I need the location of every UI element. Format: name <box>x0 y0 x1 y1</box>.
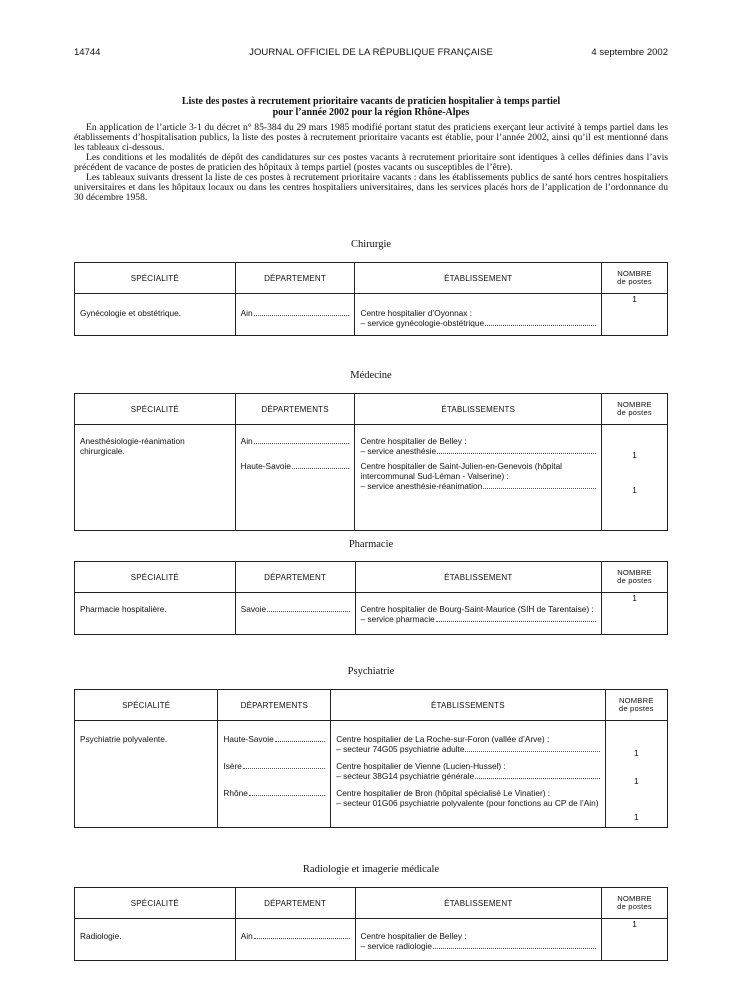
departement-cell: Ain Haute-Savoie <box>235 425 355 531</box>
intro-paragraph-1: En application de l’article 3-1 du décret n° 85-384 du 29 mars 1985 modifié portant statut des praticiens exerçant leur activité à temps partiel dans les établissements d’hospitalisation publics, la liste des postes à recrutement prioritaire vacants est établie, pour l’année 2002, ainsi qu’il est mentionné dans les tableaux ci-dessous. <box>74 122 668 153</box>
etablissement-cell: Centre hospitalier d’Oyonnax : – service gynécologie-obstétrique <box>355 294 602 336</box>
col-header-departement: DÉPARTEMENT <box>235 888 355 919</box>
table-chirurgie <box>74 262 668 336</box>
title-line-1: Liste des postes à recrutement prioritaire vacants de praticien hospitalier à temps partiel <box>181 96 561 107</box>
col-header-nombre: NOMBRE de postes <box>602 394 668 425</box>
col-header-etablissement: ÉTABLISSEMENT <box>355 263 602 294</box>
table-header-row <box>75 263 668 294</box>
col-header-specialite: SPÉCIALITÉ <box>75 562 236 593</box>
section-title-medecine: Médecine <box>350 370 392 381</box>
section-title-radiologie: Radiologie et imagerie médicale <box>302 864 440 875</box>
page-header <box>74 47 668 61</box>
etablissement-cell: Centre hospitalier de Bourg-Saint-Maurice (SIH de Tarentaise) : – service pharmacie <box>355 593 602 635</box>
table-row <box>75 294 668 336</box>
col-header-departement: DÉPARTEMENTS <box>235 394 355 425</box>
table-row <box>75 721 668 828</box>
table-row <box>75 425 668 531</box>
col-header-specialite: SPÉCIALITÉ <box>75 690 218 721</box>
table-row <box>75 593 668 635</box>
col-header-nombre: NOMBRE de postes <box>602 888 668 919</box>
specialite-cell: Anesthésiologie-réanimation chirurgicale. <box>75 425 236 531</box>
page-number: 14744 <box>74 47 101 58</box>
col-header-departement: DÉPARTEMENT <box>235 562 355 593</box>
etablissement-cell: Centre hospitalier de La Roche-sur-Foron (vallée d’Arve) : – secteur 74G05 psychiatrie adulte Centre hospitalier de Vienne (Lucien-Hussel) : – secteur 38G14 psychiatrie générale Centre hospitalier de Bron (hôpital spécialisé Le Vinatier) : – secteur 01G06 psychiatrie polyvalente (pour fonctions au CP de l’Ain) <box>331 721 605 828</box>
col-header-etablissement: ÉTABLISSEMENTS <box>331 690 605 721</box>
departement-cell: Haute-Savoie Isère Rhône <box>218 721 331 828</box>
section-title-chirurgie: Chirurgie <box>350 239 392 250</box>
nombre-cell: 1 1 <box>602 425 668 531</box>
col-header-nombre: NOMBRE de postes <box>602 263 668 294</box>
intro-paragraph-2: Les conditions et les modalités de dépôt des candidatures sur ces postes vacants à recrutement prioritaire sont identiques à celles définies dans l’avis précédent de vacance de postes de praticien des hôpitaux à temps partiel (postes vacants ou susceptibles de l’être). <box>74 152 668 173</box>
col-header-departement: DÉPARTEMENTS <box>218 690 331 721</box>
table-radiologie <box>74 887 668 961</box>
col-header-specialite: SPÉCIALITÉ <box>75 263 236 294</box>
table-header-row <box>75 690 668 721</box>
section-title-psychiatrie: Psychiatrie <box>347 666 395 677</box>
departement-cell: Ain <box>235 294 355 336</box>
col-header-etablissement: ÉTABLISSEMENTS <box>355 394 602 425</box>
specialite-cell: Gynécologie et obstétrique. <box>75 294 236 336</box>
col-header-nombre: NOMBRE de postes <box>605 690 667 721</box>
table-row <box>75 919 668 961</box>
intro-paragraph-3: Les tableaux suivants dressent la liste de ces postes à recrutement prioritaire vacants : dans les établissements publics de santé hors centres hospitaliers universitaires et dans les hôpitaux locaux ou dans les centres hospitaliers universitaires, dans les services placés hors de l’application de l’ordonnance du 30 décembre 1958. <box>74 172 668 203</box>
specialite-cell: Radiologie. <box>75 919 236 961</box>
document-title <box>74 96 668 118</box>
departement-cell: Savoie <box>235 593 355 635</box>
col-header-specialite: SPÉCIALITÉ <box>75 394 236 425</box>
table-psychiatrie <box>74 689 668 828</box>
table-header-row <box>75 562 668 593</box>
col-header-departement: DÉPARTEMENT <box>235 263 355 294</box>
table-medecine <box>74 393 668 531</box>
col-header-etablissement: ÉTABLISSEMENT <box>355 888 602 919</box>
nombre-cell: 1 1 1 <box>605 721 667 828</box>
nombre-cell: 1 <box>602 294 668 336</box>
col-header-specialite: SPÉCIALITÉ <box>75 888 236 919</box>
nombre-cell: 1 <box>602 919 668 961</box>
nombre-cell: 1 <box>602 593 668 635</box>
section-title-pharmacie: Pharmacie <box>348 539 394 550</box>
publication-date: 4 septembre 2002 <box>591 47 668 58</box>
etablissement-cell: Centre hospitalier de Belley : – service anesthésie Centre hospitalier de Saint-Julien-en-Genevois (hôpital intercommunal Sud-Léman - Valserine) : – service anesthésie-réanimation <box>355 425 602 531</box>
journal-title: JOURNAL OFFICIEL DE LA RÉPUBLIQUE FRANÇAISE <box>249 47 493 58</box>
col-header-etablissement: ÉTABLISSEMENT <box>355 562 602 593</box>
etablissement-cell: Centre hospitalier de Belley : – service radiologie <box>355 919 602 961</box>
title-line-2: pour l’année 2002 pour la région Rhône-Alpes <box>272 107 470 118</box>
table-pharmacie <box>74 561 668 635</box>
specialite-cell: Psychiatrie polyvalente. <box>75 721 218 828</box>
table-header-row <box>75 888 668 919</box>
intro-text <box>74 123 668 203</box>
col-header-nombre: NOMBRE de postes <box>602 562 668 593</box>
departement-cell: Ain <box>235 919 355 961</box>
table-header-row <box>75 394 668 425</box>
specialite-cell: Pharmacie hospitalière. <box>75 593 236 635</box>
